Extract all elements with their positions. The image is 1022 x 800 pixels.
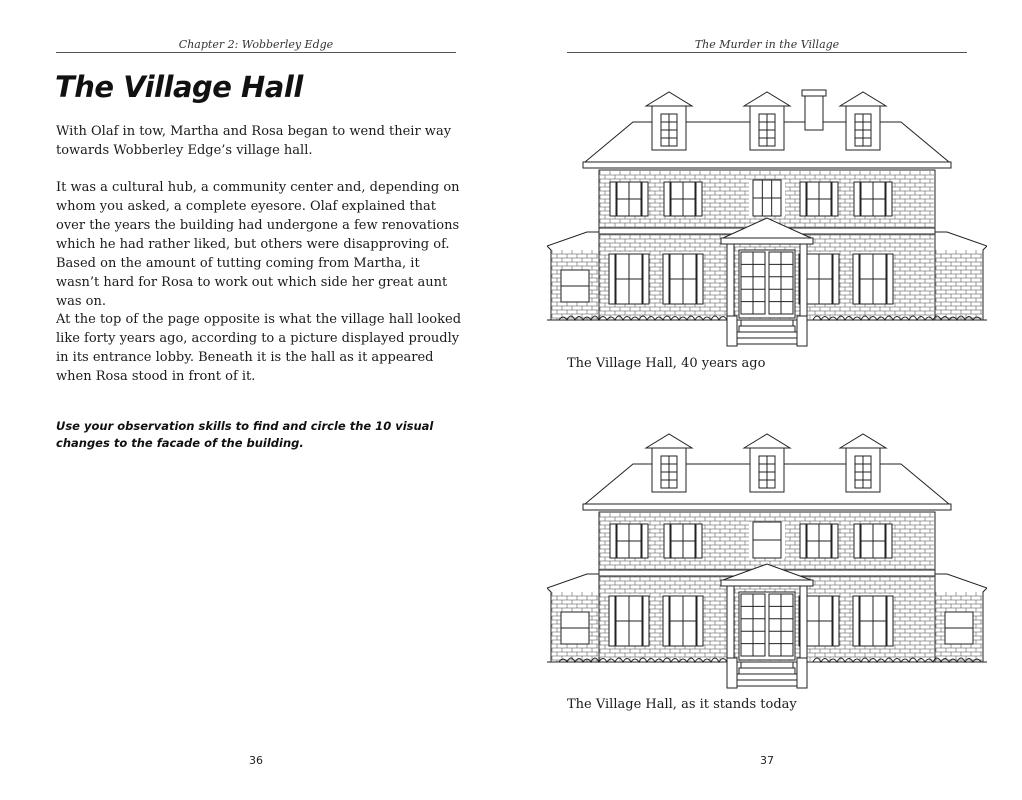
step-plinth xyxy=(797,316,807,346)
running-head-right: The Murder in the Village xyxy=(694,38,840,51)
window-shutter xyxy=(833,596,839,646)
window-shutter xyxy=(642,182,648,216)
window-shutter xyxy=(800,524,806,558)
window-shutter xyxy=(664,524,670,558)
dormer-roof xyxy=(744,92,790,106)
right-wing xyxy=(935,232,987,320)
window-shutter xyxy=(643,596,649,646)
step-plinth xyxy=(727,316,737,346)
window-shutter xyxy=(696,524,702,558)
window-shutter xyxy=(663,254,669,304)
caption-old: The Village Hall, 40 years ago xyxy=(567,356,766,371)
window-shutter xyxy=(832,182,838,216)
window-shutter xyxy=(697,596,703,646)
front-step xyxy=(741,320,793,326)
window-shutter xyxy=(886,182,892,216)
window-shutter xyxy=(642,524,648,558)
step-plinth xyxy=(797,658,807,688)
portico-entablature xyxy=(721,580,813,586)
window-shutter xyxy=(853,254,859,304)
window-shutter xyxy=(832,524,838,558)
window-shutter xyxy=(610,182,616,216)
roof-eave xyxy=(583,162,951,168)
header-rule-left xyxy=(56,52,456,53)
front-step xyxy=(735,338,799,344)
window-shutter xyxy=(609,254,615,304)
window-shutter xyxy=(886,524,892,558)
portico-column xyxy=(800,586,807,660)
dormer-roof xyxy=(744,434,790,448)
window-shutter xyxy=(643,254,649,304)
puzzle-instruction: Use your observation skills to find and circle the 10 visual changes to the facade of the building. xyxy=(56,419,434,450)
window-shutter xyxy=(800,182,806,216)
dormer-roof xyxy=(840,434,886,448)
window-shutter xyxy=(609,596,615,646)
page-number-right: 37 xyxy=(760,754,774,767)
front-step xyxy=(737,332,797,338)
window-shutter xyxy=(854,524,860,558)
front-step xyxy=(741,662,793,668)
portico-column xyxy=(727,586,734,660)
window-shutter xyxy=(887,596,893,646)
paragraph-2: It was a cultural hub, a community center and, depending on whom you asked, a complete eyesore. Olaf explained that over the years the building had undergone a few renovations which he had rather liked, but others were disapproving of. Based on the amount of tutting coming from Martha, it wasn’t hard for Rosa to work out which side her great aunt was on. xyxy=(56,180,460,309)
window-shutter xyxy=(664,182,670,216)
front-step xyxy=(739,668,795,674)
front-step xyxy=(739,326,795,332)
window-shutter xyxy=(610,524,616,558)
roof-eave xyxy=(583,504,951,510)
window-shutter xyxy=(696,182,702,216)
chimney-cap xyxy=(802,90,826,96)
village-hall-illustration-old[interactable] xyxy=(547,88,987,348)
right-page xyxy=(511,0,1022,800)
dormer-roof xyxy=(646,434,692,448)
window-shutter xyxy=(853,596,859,646)
portico-column xyxy=(800,244,807,318)
front-step xyxy=(735,680,799,686)
step-plinth xyxy=(727,658,737,688)
portico-column xyxy=(727,244,734,318)
village-hall-drawing xyxy=(547,434,987,688)
front-step xyxy=(737,674,797,680)
paragraph-1: With Olaf in tow, Martha and Rosa began to wend their way towards Wobberley Edge’s village hall. xyxy=(56,124,452,158)
caption-new: The Village Hall, as it stands today xyxy=(567,697,797,712)
window-shutter xyxy=(663,596,669,646)
village-hall-drawing xyxy=(547,90,987,346)
window-shutter xyxy=(833,254,839,304)
page-number-left: 36 xyxy=(249,754,263,767)
dormer-roof xyxy=(840,92,886,106)
window-shutter xyxy=(887,254,893,304)
village-hall-illustration-new[interactable] xyxy=(547,430,987,690)
header-rule-right xyxy=(567,52,967,53)
page-title: The Village Hall xyxy=(55,70,303,104)
portico-entablature xyxy=(721,238,813,244)
running-head-left: Chapter 2: Wobberley Edge xyxy=(178,38,334,51)
chimney xyxy=(805,94,823,130)
paragraph-3: At the top of the page opposite is what the village hall looked like forty years ago, according to a picture displayed proudly in its entrance lobby. Beneath it is the hall as it appeared when Rosa stood in front of it. xyxy=(56,312,462,384)
window-shutter xyxy=(697,254,703,304)
dormer-roof xyxy=(646,92,692,106)
window-shutter xyxy=(854,182,860,216)
